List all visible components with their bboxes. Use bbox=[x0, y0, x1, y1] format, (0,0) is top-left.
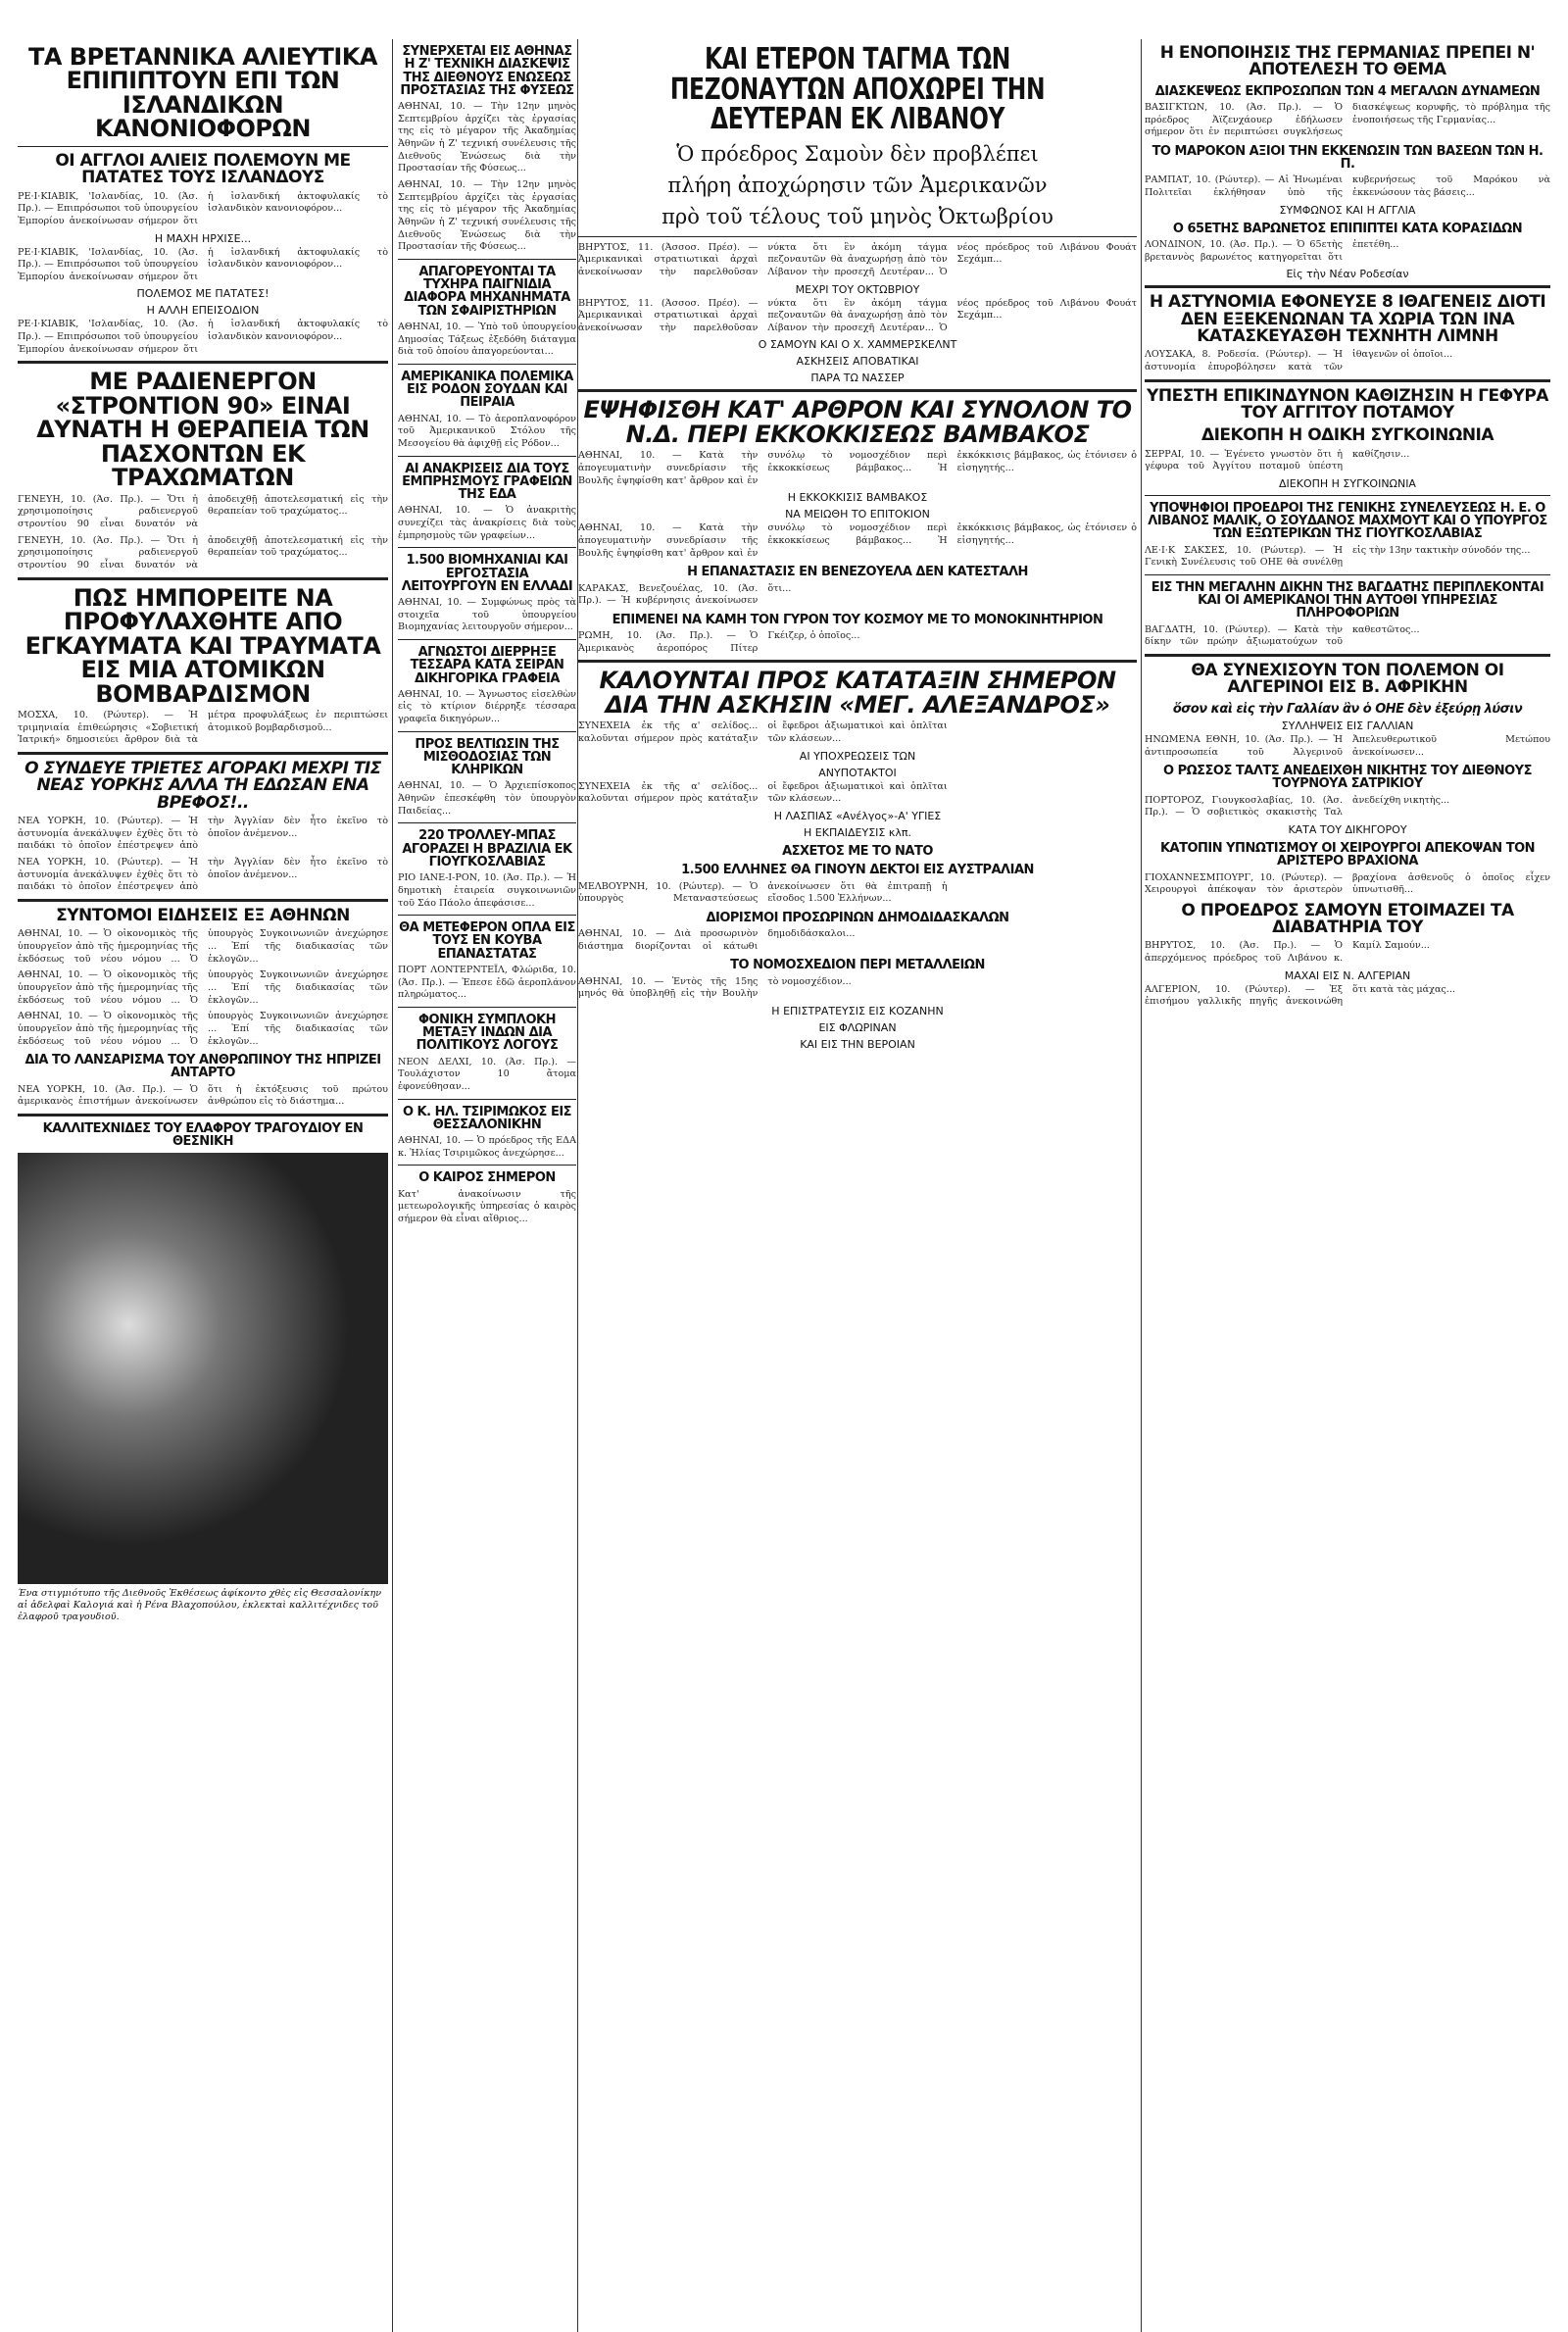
headline: ΑΣΧΕΤΟΣ ΜΕ ΤΟ ΝΑΤΟ bbox=[782, 844, 933, 860]
headline: Ο Κ. ΗΛ. ΤΣΙΡΙΜΩΚΟΣ ΕΙΣ ΘΕΣΣΑΛΟΝΙΚΗΝ bbox=[402, 1104, 572, 1132]
subheadline: ΔΙΑΣΚΕΨΕΩΣ ΕΚΠΡΟΣΩΠΩΝ ΤΩΝ 4 ΜΕΓΑΛΩΝ ΔΥΝΑΜΕΩΝ bbox=[1154, 83, 1541, 99]
article-body: ΠΟΡΤ ΛΟΝΤΕΡΝΤΕΪΛ, Φλώριδα, 10. (Άσ. Πρ.). — Ἐπεσε ἐδῶ ἀεροπλάνον πληρώματος... bbox=[398, 964, 576, 1001]
article-body: ΡΙΟ ΙΑΝΕ-Ι-ΡΟΝ, 10. (Άσ. Πρ.). — Ἡ δημοτικὴ ἐταιρεία συγκοινωνιῶν τοῦ Σάο Πάολο ἀπεφάσισε... bbox=[398, 872, 576, 909]
column-1 bbox=[18, 39, 388, 2332]
headline: ΑΜΕΡΙΚΑΝΙΚΑ ΠΟΛΕΜΙΚΑ ΕΙΣ ΡΟΔΟΝ ΣΟΥΔΑΝ ΚΑΙ ΠΕΙΡΑΙΑ bbox=[401, 369, 573, 411]
subheadline: ὅσον καὶ εἰς τὴν Γαλλίαν ἂν ὁ ΟΗΕ δὲν ἐξεύρῃ λύσιν bbox=[1172, 701, 1523, 717]
article-body: Κατ' ἀνακοίνωσιν τῆς μετεωρολογικῆς ὑπηρεσίας ὁ καιρὸς σήμερον θὰ εἶναι αἴθριος... bbox=[398, 1188, 576, 1224]
section-label: Η ΜΑΧΗ ΗΡΧΙΣΕ... bbox=[154, 231, 252, 245]
headline: ΤΑ ΒΡΕΤΑΝΝΙΚΑ ΑΛΙΕΥΤΙΚΑ ΕΠΙΠΙΠΤΟΥΝ ΕΠΙ ΤΩΝ ΙΣΛΑΝΔΙΚΩΝ ΚΑΝΟΝΙΟΦΟΡΩΝ bbox=[28, 43, 377, 143]
article-body: ΑΘΗΝΑΙ, 10. — Ὁ πρόεδρος τῆς ΕΔΑ κ. Ἠλίας Τσιριμῶκος ἀνεχώρησε... bbox=[398, 1135, 576, 1159]
headline: ΠΡΟΣ ΒΕΛΤΙΩΣΙΝ ΤΗΣ ΜΙΣΘΟΔΟΣΙΑΣ ΤΩΝ ΚΛΗΡΙΚΩΝ bbox=[415, 736, 560, 778]
headline: ΤΟ ΜΑΡΟΚΟΝ ΑΞΙΟΙ ΤΗΝ ΕΚΚΕΝΩΣΙΝ ΤΩΝ ΒΑΣΕΩΝ ΤΩΝ Η. Π. bbox=[1152, 143, 1544, 173]
headline: ΕΨΗΦΙΣΘΗ ΚΑΤ' ΑΡΘΡΟΝ ΚΑΙ ΣΥΝΟΛΟΝ ΤΟ Ν.Δ. ΠΕΡΙ ΕΚΚΟΚΚΙΣΕΩΣ ΒΑΜΒΑΚΟΣ bbox=[583, 396, 1132, 448]
article-body: ΑΘΗΝΑΙ, 10. — Ἐντὸς τῆς 15ης μηνός θὰ ὑποβληθῇ εἰς τὴν Βουλὴν τὸ νομοσχέδιον... bbox=[578, 975, 852, 1000]
column-2 bbox=[398, 39, 576, 2332]
article-body: ΛΕ·Ι·Κ ΣΑΚΣΕΣ, 10. (Ρώυτερ). — Ἡ Γενικὴ Συνέλευσις τοῦ ΟΗΕ θὰ συνέλθῃ εἰς τὴν 13ην τακτικὴν σύνοδόν της... bbox=[1145, 544, 1531, 569]
headline: ΚΑΛΟΥΝΤΑΙ ΠΡΟΣ ΚΑΤΑΤΑΞΙΝ ΣΗΜΕΡΟΝ ΔΙΑ ΤΗΝ ΑΣΚΗΣΙΝ «ΜΕΓ. ΑΛΕΞΑΝΔΡΟΣ» bbox=[599, 667, 1116, 719]
headline: ΔΙΟΡΙΣΜΟΙ ΠΡΟΣΩΡΙΝΩΝ ΔΗΜΟΔΙΔΑΣΚΑΛΩΝ bbox=[706, 910, 1009, 925]
article-body: ΒΗΡΥΤΟΣ, 11. (Άσσοσ. Πρέσ). — Ἀμερικανικαὶ στρατιωτικαὶ ἀρχαὶ ἀνεκοίνωσαν τὴν παρελθοῦσαν νύκτα ὅτι ἓν ἀκόμη τάγμα πεζοναυτῶν θὰ ἀναχωρήσῃ ἀπὸ τὸν Λίβανον τὴν προσεχῆ Δευτέραν... Ὁ νέος πρόεδρος τοῦ Λιβάνου Φουάτ Σεχάμπ... bbox=[578, 297, 1137, 333]
column-rule bbox=[1141, 39, 1142, 2332]
section-label: ΣΥΜΦΩΝΟΣ ΚΑΙ Η ΑΓΓΛΙΑ bbox=[1279, 203, 1416, 217]
section-label: ΠΑΡΑ ΤΩ ΝΑΣΣΕΡ bbox=[810, 372, 905, 385]
article-body: ΝΕΑ ΥΟΡΚΗ, 10. (Ρώυτερ). — Ἡ ἀστυνομία ἀνεκάλυψεν ἐχθὲς ὅτι τὸ παιδάκι τὸ ὁποῖον ἐπέστρεψεν ἀπὸ τὴν Ἀγγλίαν δὲν ἦτο ἐκεῖνο τὸ ὁποῖον ἀνέμενον... bbox=[18, 816, 388, 852]
article-body: ΗΝΩΜΕΝΑ ΕΘΝΗ, 10. (Άσ. Πρ.). — Ἡ ἀντιπροσωπεία τοῦ Ἀλγερινοῦ Ἀπελευθερωτικοῦ Μετώπου ἀνεκοίνωσεν... bbox=[1145, 733, 1550, 758]
article-body: ΚΑΡΑΚΑΣ, Βενεζουέλας, 10. (Άσ. Πρ.). — Ἡ κυβέρνησις ἀνεκοίνωσεν ὅτι... bbox=[578, 582, 792, 607]
section-label: ΣΥΛΛΗΨΕΙΣ ΕΙΣ ΓΑΛΛΙΑΝ bbox=[1281, 719, 1414, 732]
article-body: ΑΘΗΝΑΙ, 10. — Κατὰ τὴν ἀπογευματινὴν συνεδρίασιν τῆς Βουλῆς ἐψηφίσθη κατ' ἄρθρον καὶ ἐν συνόλῳ τὸ νομοσχέδιον περὶ ἐκκοκκίσεως βάμβακος... Ἡ ἐκκόκκισις βάμβακος, ὡς ἐτόνισεν ὁ εἰσηγητής... bbox=[578, 522, 1137, 559]
section-label: ΜΕΧΡΙ ΤΟΥ ΟΚΤΩΒΡΙΟΥ bbox=[795, 282, 920, 296]
photo-caption: Ένα στιγμιότυπο τῆς Διεθνοῦς Ἐκθέσεως ἀφίκοντο χθὲς εἰς Θεσσαλονίκην αἱ ἀδελφαὶ Καλογιά καὶ ἡ Ρένα Βλαχοπούλου, ἐκλεκταὶ καλλιτέχνιδες τοῦ ἐλαφροῦ τραγουδιοῦ. bbox=[18, 1587, 382, 1623]
article-body: ΑΘΗΝΑΙ, 10. — Διὰ προσωρινὸν διάστημα διορίζονται οἱ κάτωθι δημοδιδάσκαλοι... bbox=[578, 928, 856, 952]
article-body: ΜΕΛΒΟΥΡΝΗ, 10. (Ρώυτερ). — Ὁ ὑπουργὸς Μεταναστεύσεως ἀνεκοίνωσεν ὅτι θὰ ἐπιτραπῇ ἡ εἴσοδος 1.500 Ἑλλήνων... bbox=[578, 880, 948, 905]
headline: ΑΙ ΑΝΑΚΡΙΣΕΙΣ ΔΙΑ ΤΟΥΣ ΕΜΠΡΗΣΜΟΥΣ ΓΡΑΦΕΙΩΝ ΤΗΣ ΕΔΑ bbox=[402, 461, 572, 503]
article-body: ΑΘΗΝΑΙ, 10. — Ἄγνωστος εἰσελθὼν εἰς τὸ κτίριον διέρρηξε τέσσαρα γραφεῖα δικηγόρων... bbox=[398, 688, 576, 725]
section-label: Εἰς τὴν Νέαν Ροδεσίαν bbox=[1286, 268, 1409, 281]
article-body: ΑΛΓΕΡΙΟΝ, 10. (Ρώυτερ). — Ἐξ ἐπισήμου γαλλικῆς πηγῆς ἀνεκοινώθη ὅτι κατὰ τὰς μάχας... bbox=[1145, 983, 1455, 1008]
article-body: ΒΗΡΥΤΟΣ, 10. (Άσ. Πρ.). — Ὁ ἀπερχόμενος πρόεδρος τοῦ Λιβάνου κ. Καμίλ Σαμούν... bbox=[1145, 940, 1430, 965]
article-body: ΑΘΗΝΑΙ, 10. — Ὑπὸ τοῦ ὑπουργείου Δημοσίας Τάξεως ἐξεδόθη διάταγμα διὰ τοῦ ὁποίου ἀπαγορεύονται... bbox=[398, 321, 576, 358]
article-body: ΡΕ·Ι·ΚΙΑΒΙΚ, 'Ισλανδίας, 10. (Άσ. Πρ.). — Επιπρόσωποι τοῦ ὑπουργείου Ἐμπορίου ἀνεκοίνωσαν σήμερον ὅτι ἡ ἰσλανδική ἀκτοφυλακίς τὸ ἰσλανδικὸν κανονιοφόρον... bbox=[18, 246, 388, 282]
article-body: ΓΕΝΕΥΗ, 10. (Άσ. Πρ.). — Ὅτι ἡ χρησιμοποίησις ραδιενεργοῦ στροντίου 90 εἶναι δυνατόν νὰ ἀποδειχθῇ ἀποτελεσματική εἰς τὴν θεραπείαν τοῦ τραχώματος... bbox=[18, 493, 388, 530]
section-label: ΠΟΛΕΜΟΣ ΜΕ ΠΑΤΑΤΕΣ! bbox=[136, 287, 270, 301]
section-label: ΔΙΕΚΟΠΗ Η ΣΥΓΚΟΙΝΩΝΙΑ bbox=[1279, 476, 1416, 490]
article-body: ΡΑΜΠΑΤ, 10. (Ρώυτερ). — Αἱ Ἡνωμέναι Πολιτεῖαι ἐκλήθησαν ὑπὸ τῆς κυβερνήσεως τοῦ Μαρόκου νὰ ἐκκενώσουν τὰς βάσεις... bbox=[1145, 174, 1550, 199]
lead-subheadline: Ὁ πρόεδρος Σαμοὺν δὲν προβλέπει bbox=[676, 141, 1039, 166]
article-body: ΛΟΝΔΙΝΟΝ, 10. (Άσ. Πρ.). — Ὁ 65ετὴς βρεταννὸς βαρωνέτος κατηγορεῖται ὅτι ἐπετέθη... bbox=[1145, 238, 1399, 263]
article-body: ΝΕΑ ΥΟΡΚΗ, 10. (Άσ. Πρ.). — Ὁ ἀμερικανὸς ἐπιστήμων ἀνεκοίνωσεν ὅτι ἡ ἐκτόξευσις τοῦ πρώτου ἀνθρώπου εἰς τὸ διάστημα... bbox=[18, 1083, 388, 1108]
headline: ΑΓΝΩΣΤΟΙ ΔΙΕΡΡΗΞΕ ΤΕΣΣΑΡΑ ΚΑΤΑ ΣΕΙΡΑΝ ΔΙΚΗΓΟΡΙΚΑ ΓΡΑΦΕΙΑ bbox=[410, 645, 564, 686]
article-body: ΡΕ·Ι·ΚΙΑΒΙΚ, 'Ισλανδίας, 10. (Άσ. Πρ.). — Επιπρόσωποι τοῦ ὑπουργείου Ἐμπορίου ἀνεκοίνωσαν σήμερον ὅτι ἡ ἰσλανδική ἀκτοφυλακίς τὸ ἰσλανδικὸν κανονιοφόρον... bbox=[18, 319, 388, 355]
headline: Η ΑΣΤΥΝΟΜΙΑ ΕΦΟΝΕΥΣΕ 8 ΙΘΑΓΕΝΕΙΣ ΔΙΟΤΙ ΔΕΝ ΕΞΕΚΕΝΩΝΑΝ ΤΑ ΧΩΡΙΑ ΤΩΝ ΙΝΑ ΚΑΤΑΣΚΕΥΑΣΘΗ ΤΕΧΝΗΤΗ ΛΙΜΝΗ bbox=[1149, 292, 1546, 346]
lead-subheadline: πρὸ τοῦ τέλους τοῦ μηνὸς Ὀκτωβρίου bbox=[662, 205, 1054, 229]
section-label: Η ΕΚΠΑΙΔΕΥΣΙΣ κλπ. bbox=[804, 826, 911, 840]
headline: ΣΥΝΤΟΜΟΙ ΕΙΔΗΣΕΙΣ ΕΞ ΑΘΗΝΩΝ bbox=[56, 905, 350, 925]
headline: ΜΕ ΡΑΔΙΕΝΕΡΓΟΝ «ΣΤΡΟΝΤΙΟΝ 90» ΕΙΝΑΙ ΔΥΝΑΤΗ Η ΘΕΡΑΠΕΙΑ ΤΩΝ ΠΑΣΧΟΝΤΩΝ ΕΚ ΤΡΑΧΩΜΑΤΩΝ bbox=[36, 368, 369, 492]
article-body: ΡΩΜΗ, 10. (Άσ. Πρ.). — Ὁ Ἀμερικανὸς ἀεροπόρος Πίτερ Γκέιζερ, ὁ ὁποῖος... bbox=[578, 630, 860, 654]
headline: 220 ΤΡΟΛΛΕΥ-ΜΠΑΣ ΑΓΟΡΑΖΕΙ Η ΒΡΑΖΙΛΙΑ ΕΚ ΓΙΟΥΓΚΟΣΛΑΒΙΑΣ bbox=[402, 828, 572, 869]
column-3 bbox=[578, 39, 1137, 2332]
article-body: ΑΘΗΝΑΙ, 10. — Κατὰ τὴν ἀπογευματινὴν συνεδρίασιν τῆς Βουλῆς ἐψηφίσθη κατ' ἄρθρον καὶ ἐν συνόλῳ τὸ νομοσχέδιον περὶ ἐκκοκκίσεως βάμβακος... Ἡ ἐκκόκκισις βάμβακος, ὡς ἐτόνισεν ὁ εἰσηγητής... bbox=[578, 450, 1137, 486]
article-body: ΑΘΗΝΑΙ, 10. — Ὁ οἰκονομικὸς τῆς ὑπουργεῖον ἀπὸ τῆς ἡμερομηνίας τῆς ἐκδόσεως τοῦ νέου νόμου ... Ὁ ὑπουργὸς Συγκοινωνιῶν ἀνεχώρησε ... Ἐπί τῆς διαδικασίας τῶν ἐκλογῶν... bbox=[18, 969, 388, 1006]
headline: ΑΠΑΓΟΡΕΥΟΝΤΑΙ ΤΑ ΤΥΧΗΡΑ ΠΑΙΓΝΙΔΙΑ ΔΙΑΦΟΡΑ ΜΗΧΑΝΗΜΑΤΑ ΤΩΝ ΣΦΑΙΡΙΣΤΗΡΙΩΝ bbox=[404, 264, 570, 319]
headline: ΘΑ ΣΥΝΕΧΙΣΟΥΝ ΤΟΝ ΠΟΛΕΜΟΝ ΟΙ ΑΛΓΕΡΙΝΟΙ ΕΙΣ Β. ΑΦΡΙΚΗΝ bbox=[1191, 660, 1504, 698]
article-body: ΣΥΝΕΧΕΙΑ ἐκ τῆς α' σελίδος... καλοῦνται σήμερον πρὸς κατάταξιν οἱ ἔφεδροι ἀξιωματικοὶ καὶ ὁπλῖται τῶν κλάσεων... bbox=[578, 720, 948, 745]
section-label: ΑΣΚΗΣΕΙΣ ΑΠΟΒΑΤΙΚΑΙ bbox=[796, 355, 919, 369]
subheadline: ΔΙΕΚΟΠΗ Η ΟΔΙΚΗ ΣΥΓΚΟΙΝΩΝΙΑ bbox=[1200, 425, 1494, 446]
section-label: Η ΑΛΛΗ ΕΠΕΙΣΟΔΙΟΝ bbox=[146, 304, 260, 318]
article-body: ΓΙΟΧΑΝΝΕΣΜΠΟΥΡΓ, 10. (Ρώυτερ). — Χειρουργοὶ ἀπέκοψαν τὸν ἀριστερὸν βραχίονα ἀσθενοῦς ὁ ὁποῖος εἶχεν ὑπνωτισθῆ... bbox=[1145, 871, 1550, 896]
headline: Ο ΡΩΣΣΟΣ ΤΑΛΤΣ ΑΝΕΔΕΙΧΘΗ ΝΙΚΗΤΗΣ ΤΟΥ ΔΙΕΘΝΟΥΣ ΤΟΥΡΝΟΥΑ ΣΑΤΡΙΚΙΟΥ bbox=[1163, 764, 1532, 792]
article-body: ΑΘΗΝΑΙ, 10. — Ὁ Ἀρχιεπίσκοπος Ἀθηνῶν ἐπεσκέφθη τὸν ὑπουργὸν Παιδείας... bbox=[398, 780, 576, 817]
headline: ΔΙΑ ΤΟ ΛΑΝΣΑΡΙΣΜΑ ΤΟΥ ΑΝΘΡΩΠΙΝΟΥ ΤΗΣ ΗΠΡΙΖΕΙ ΑΝΤΑΡΤΟ bbox=[24, 1053, 381, 1081]
headline: ΤΟ ΝΟΜΟΣΧΕΔΙΟΝ ΠΕΡΙ ΜΕΤΑΛΛΕΙΩΝ bbox=[730, 958, 985, 973]
photo-headline: ΚΑΛΛΙΤΕΧΝΙΔΕΣ ΤΟΥ ΕΛΑΦΡΟΥ ΤΡΑΓΟΥΔΙΟΥ ΕΝ ΘΕΣΝΙΚΗ bbox=[42, 1121, 364, 1150]
headline: Ο ΣΥΝΔΕΥΕ ΤΡΙΕΤΕΣ ΑΓΟΡΑΚΙ ΜΕΧΡΙ ΤΙΣ ΝΕΑΣ ΥΟΡΚΗΣ ΑΛΛΑ ΤΗ ΕΔΩΣΑΝ ΕΝΑ ΒΡΕΦΟΣ!.. bbox=[24, 759, 381, 813]
section-label: Ο ΣΑΜΟΥΝ ΚΑΙ Ο Χ. ΧΑΜΜΕΡΣΚΕΛΝΤ bbox=[758, 338, 957, 352]
subheadline: ΟΙ ΑΓΓΛΟΙ ΑΛΙΕΙΣ ΠΟΛΕΜΟΥΝ ΜΕ ΠΑΤΑΤΕΣ ΤΟΥΣ ΙΣΛΑΝΔΟΥΣ bbox=[55, 150, 351, 188]
section-label: ΚΑΤΑ ΤΟΥ ΔΙΚΗΓΟΡΟΥ bbox=[1288, 823, 1407, 836]
column-4 bbox=[1145, 39, 1550, 2332]
article-body: ΑΘΗΝΑΙ, 10. — Τὴν 12ην μηνὸς Σεπτεμβρίου ἀρχίζει τὰς ἐργασίας της εἰς τὸ μέγαρον τῆς Ἀκαδημίας Ἀθηνῶν ἡ Ζ' τεχνική συνέλευσις τῆς Διεθνοῦς Ἑνώσεως διὰ τὴν Προστασίαν τῆς Φύσεως... bbox=[398, 178, 576, 253]
section-label: ΜΑΧΑΙ ΕΙΣ Ν. ΑΛΓΕΡΙΑΝ bbox=[1284, 968, 1411, 982]
headline: ΘΑ ΜΕΤΕΦΕΡΟΝ ΟΠΛΑ ΕΙΣ ΤΟΥΣ ΕΝ ΚΟΥΒΑ ΕΠΑΝΑΣΤΑΤΑΣ bbox=[399, 920, 575, 962]
article-body: ΣΥΝΕΧΕΙΑ ἐκ τῆς α' σελίδος... καλοῦνται σήμερον πρὸς κατάταξιν οἱ ἔφεδροι ἀξιωματικοὶ καὶ ὁπλῖται τῶν κλάσεων... bbox=[578, 780, 948, 805]
lead-headline: ΚΑΙ ΕΤΕΡΟΝ ΤΑΓΜΑ ΤΩΝ ΠΕΖΟΝΑΥΤΩΝ ΑΠΟΧΩΡΕΙ ΤΗΝ ΔΕΥΤΕΡΑΝ ΕΚ ΛΙΒΑΝΟΥ bbox=[669, 42, 1046, 137]
article-body: ΑΘΗΝΑΙ, 10. — Ὁ οἰκονομικὸς τῆς ὑπουργεῖον ἀπὸ τῆς ἡμερομηνίας τῆς ἐκδόσεως τοῦ νέου νόμου ... Ὁ ὑπουργὸς Συγκοινωνιῶν ἀνεχώρησε ... Ἐπί τῆς διαδικασίας τῶν ἐκλογῶν... bbox=[18, 1011, 388, 1047]
section-label: ΑΝΥΠΟΤΑΚΤΟΙ bbox=[818, 766, 897, 779]
headline: ΕΙΣ ΤΗΝ ΜΕΓΑΛΗΝ ΔΙΚΗΝ ΤΗΣ ΒΑΓΔΑΤΗΣ ΠΕΡΙΠΛΕΚΟΝΤΑΙ ΚΑΙ ΟΙ ΑΜΕΡΙΚΑΝΟΙ ΤΗΝ ΑΥΤΟΘΙ ΥΠΗΡΕΣΙΑΣ ΠΛΗΡΟΦΟΡΙΩΝ bbox=[1151, 579, 1544, 621]
headline: ΕΠΙΜΕΝΕΙ ΝΑ ΚΑΜΗ ΤΟΝ ΓΥΡΟΝ ΤΟΥ ΚΟΣΜΟΥ ΜΕ ΤΟ ΜΟΝΟΚΙΝΗΤΗΡΙΟΝ bbox=[612, 612, 1103, 627]
column-rule bbox=[392, 39, 393, 2332]
headline: Ο 65ΕΤΗΣ ΒΑΡΩΝΕΤΟΣ ΕΠΙΠΙΠΤΕΙ ΚΑΤΑ ΚΟΡΑΣΙΔΩΝ bbox=[1172, 221, 1523, 236]
article-body: ΑΘΗΝΑΙ, 10. — Συμφώνως πρὸς τὰ στοιχεῖα τοῦ ὑπουργείου Βιομηχανίας λειτουργοῦν σήμερον... bbox=[398, 597, 576, 633]
section-label: ΚΑΙ ΕΙΣ ΤΗΝ ΒΕΡΟΙΑΝ bbox=[800, 1037, 915, 1051]
article-body: ΑΘΗΝΑΙ, 10. — Ὁ οἰκονομικὸς τῆς ὑπουργεῖον ἀπὸ τῆς ἡμερομηνίας τῆς ἐκδόσεως τοῦ νέου νόμου ... Ὁ ὑπουργὸς Συγκοινωνιῶν ἀνεχώρησε ... Ἐπί τῆς διαδικασίας τῶν ἐκλογῶν... bbox=[18, 928, 388, 965]
headline: ΥΠΟΨΗΦΙΟΙ ΠΡΟΕΔΡΟΙ ΤΗΣ ΓΕΝΙΚΗΣ ΣΥΝΕΛΕΥΣΕΩΣ Η. Ε. Ο ΛΙΒΑΝΟΣ ΜΑΛΙΚ, Ο ΣΟΥΔΑΝΟΣ ΜΑΧΜΟΥΤ ΚΑΙ Ο ΥΠΟΥΡΓΟΣ ΤΩΝ ΕΞΩΤΕΡΙΚΩΝ ΤΗΣ ΓΙΟΥΓΚΟΣΛΑΒΙΑΣ bbox=[1148, 500, 1547, 542]
headline: Ο ΠΡΟΕΔΡΟΣ ΣΑΜΟΥΝ ΕΤΟΙΜΑΖΕΙ ΤΑ ΔΙΑΒΑΤΗΡΙΑ ΤΟΥ bbox=[1181, 900, 1514, 938]
news-photo bbox=[18, 1153, 388, 1584]
section-label: ΕΙΣ ΦΛΩΡΙΝΑΝ bbox=[818, 1020, 897, 1034]
headline: Η ΕΠΑΝΑΣΤΑΣΙΣ ΕΝ ΒΕΝΕΖΟΥΕΛΑ ΔΕΝ ΚΑΤΕΣΤΑΛΗ bbox=[687, 565, 1028, 580]
article-body: ΣΕΡΡΑΙ, 10. — Ἐγένετο γνωστὸν ὅτι ἡ γέφυρα τοῦ Ἀγγίτου ποταμοῦ ὑπέστη καθίζησιν... bbox=[1145, 448, 1410, 472]
article-body: ΒΗΡΥΤΟΣ, 11. (Άσσοσ. Πρέσ). — Ἀμερικανικαὶ στρατιωτικαὶ ἀρχαὶ ἀνεκοίνωσαν τὴν παρελθοῦσαν νύκτα ὅτι ἓν ἀκόμη τάγμα πεζοναυτῶν θὰ ἀναχωρήσῃ ἀπὸ τὸν Λίβανον τὴν προσεχῆ Δευτέραν... Ὁ νέος πρόεδρος τοῦ Λιβάνου Φουάτ Σεχάμπ... bbox=[578, 241, 1137, 277]
headline: Ο ΚΑΙΡΟΣ ΣΗΜΕΡΟΝ bbox=[418, 1170, 556, 1186]
section-label: ΝΑ ΜΕΙΩΘΗ ΤΟ ΕΠΙΤΟΚΙΟΝ bbox=[785, 508, 930, 521]
headline: ΥΠΕΣΤΗ ΕΠΙΚΙΝΔΥΝΟΝ ΚΑΘΙΖΗΣΙΝ Η ΓΕΦΥΡΑ ΤΟΥ ΑΓΓΙΤΟΥ ΠΟΤΑΜΟΥ bbox=[1147, 385, 1548, 422]
section-label: Η ΕΚΚΟΚΚΙΣΙΣ ΒΑΜΒΑΚΟΣ bbox=[787, 491, 928, 505]
article-body: ΛΟΥΣΑΚΑ, 8. Ροδεσία. (Ρώυτερ). — Ἡ ἀστυνομία ἐπυροβόλησεν κατὰ τῶν ἰθαγενῶν οἱ ὁποῖοι... bbox=[1145, 349, 1453, 372]
headline: Η ΕΝΟΠΟΙΗΣΙΣ ΤΗΣ ΓΕΡΜΑΝΙΑΣ ΠΡΕΠΕΙ Ν' ΑΠΟΤΕΛΕΣΗ ΤΟ ΘΕΜΑ bbox=[1159, 43, 1536, 80]
headline: 1.500 ΕΛΛΗΝΕΣ ΘΑ ΓΙΝΟΥΝ ΔΕΚΤΟΙ ΕΙΣ ΑΥΣΤΡΑΛΙΑΝ bbox=[681, 863, 1034, 878]
article-body: ΠΟΡΤΟΡΟΖ, Γιουγκοσλαβίας, 10. (Άσ. Πρ.). — Ὁ σοβιετικὸς σκακιστὴς Ταλ ἀνεδείχθη νικητὴς... bbox=[1145, 794, 1450, 819]
article-body: ΒΑΓΔΑΤΗ, 10. (Ρώυτερ). — Κατὰ τὴν δίκην τῶν πρώην ἀξιωματούχων τοῦ καθεστῶτος... bbox=[1145, 623, 1420, 648]
section-label: ΑΙ ΥΠΟΧΡΕΩΣΕΙΣ ΤΩΝ bbox=[799, 749, 916, 763]
headline: ΠΩΣ ΗΜΠΟΡΕΙΤΕ ΝΑ ΠΡΟΦΥΛΑΧΘΗΤΕ ΑΠΟ ΕΓΚΑΥΜΑΤΑ ΚΑΙ ΤΡΑΥΜΑΤΑ ΕΙΣ ΜΙΑ ΑΤΟΜΙΚΩΝ ΒΟΜΒΑΡΔΙΣΜΟΝ bbox=[24, 583, 381, 708]
section-label: Η ΛΑΣΠΙΑΣ «Ανέλγος»-Α' ΥΓΙΕΣ bbox=[773, 810, 942, 823]
article-body: ΝΕΑ ΥΟΡΚΗ, 10. (Ρώυτερ). — Ἡ ἀστυνομία ἀνεκάλυψεν ἐχθὲς ὅτι τὸ παιδάκι τὸ ὁποῖον ἐπέστρεψεν ἀπὸ τὴν Ἀγγλίαν δὲν ἦτο ἐκεῖνο τὸ ὁποῖον ἀνέμενον... bbox=[18, 856, 388, 893]
article-body: ΡΕ·Ι·ΚΙΑΒΙΚ, 'Ισλανδίας, 10. (Άσ. Πρ.). — Επιπρόσωποι τοῦ ὑπουργείου Ἐμπορίου ἀνεκοίνωσαν σήμερον ὅτι ἡ ἰσλανδική ἀκτοφυλακίς τὸ ἰσλανδικὸν κανονιοφόρον... bbox=[18, 190, 388, 226]
article-body: ΑΘΗΝΑΙ, 10. — Ὁ ἀνακριτὴς συνεχίζει τὰς ἀνακρίσεις διὰ τοὺς ἐμπρησμοὺς τῶν γραφείων... bbox=[398, 505, 576, 541]
article-body: ΓΕΝΕΥΗ, 10. (Άσ. Πρ.). — Ὅτι ἡ χρησιμοποίησις ραδιενεργοῦ στροντίου 90 εἶναι δυνατόν νὰ ἀποδειχθῇ ἀποτελεσματική εἰς τὴν θεραπείαν τοῦ τραχώματος... bbox=[18, 534, 388, 571]
headline: ΣΥΝΕΡΧΕΤΑΙ ΕΙΣ ΑΘΗΝΑΣ Η Ζ' ΤΕΧΝΙΚΗ ΔΙΑΣΚΕΨΙΣ ΤΗΣ ΔΙΕΘΝΟΥΣ ΕΝΩΣΕΩΣ ΠΡΟΣΤΑΣΙΑΣ ΤΗΣ ΦΥΣΕΩΣ bbox=[400, 44, 574, 98]
article-body: ΑΘΗΝΑΙ, 10. — Τὸ ἀεροπλανοφόρον τοῦ Ἀμερικανικοῦ Στόλου τῆς Μεσογείου θὰ ἀφιχθῇ εἰς Ρόδον... bbox=[398, 413, 576, 449]
article-body: ΝΕΟΝ ΔΕΛΧΙ, 10. (Άσ. Πρ.). — Τουλάχιστον 10 ἄτομα ἐφονεύθησαν... bbox=[398, 1056, 576, 1092]
headline: 1.500 ΒΙΟΜΗΧΑΝΙΑΙ ΚΑΙ ΕΡΓΟΣΤΑΣΙΑ ΛΕΙΤΟΥΡΓΟΥΝ ΕΝ ΕΛΛΑΔΙ bbox=[401, 553, 573, 594]
lead-subheadline: πλήρη ἀποχώρησιν τῶν Ἀμερικανῶν bbox=[667, 174, 1048, 198]
article-body: ΑΘΗΝΑΙ, 10. — Τὴν 12ην μηνὸς Σεπτεμβρίου ἀρχίζει τὰς ἐργασίας της εἰς τὸ μέγαρον τῆς Ἀκαδημίας Ἀθηνῶν ἡ Ζ' τεχνική συνέλευσις τῆς Διεθνοῦς Ἑνώσεως διὰ τὴν Προστασίαν τῆς Φύσεως... bbox=[398, 101, 576, 174]
headline: ΚΑΤΟΠΙΝ ΥΠΝΩΤΙΣΜΟΥ ΟΙ ΧΕΙΡΟΥΡΓΟΙ ΑΠΕΚΟΨΑΝ ΤΟΝ ΑΡΙΣΤΕΡΟ ΒΡΑΧΙΟΝΑ bbox=[1159, 841, 1536, 869]
section-label: Η ΕΠΙΣΤΡΑΤΕΥΣΙΣ ΕΙΣ ΚΟΖΑΝΗΝ bbox=[771, 1004, 944, 1017]
headline: ΦΟΝΙΚΗ ΣΥΜΠΛΟΚΗ ΜΕΤΑΞΥ ΙΝΔΩΝ ΔΙΑ ΠΟΛΙΤΙΚΟΥΣ ΛΟΓΟΥΣ bbox=[416, 1012, 559, 1054]
article-body: ΜΟΣΧΑ, 10. (Ρώυτερ). — Ἡ τριμηνιαία ἐπιθεώρησις «Σοβιετική Ἰατρική» δημοσιεύει ἄρθρον διὰ τὰ μέτρα προφυλάξεως ἐν περιπτώσει ἀτομικοῦ βομβαρδισμοῦ... bbox=[18, 710, 388, 746]
article-body: ΒΑΣΙΓΚΤΩΝ, 10. (Άσ. Πρ.). — Ὁ πρόεδρος Ἀϊζενχάουερ ἐδήλωσεν σήμερον ὅτι ἐν περιπτώσει συγκλήσεως διασκέψεως κορυφῆς, τὸ πρόβλημα τῆς ἑνοποιήσεως τῆς Γερμανίας... bbox=[1145, 101, 1550, 138]
